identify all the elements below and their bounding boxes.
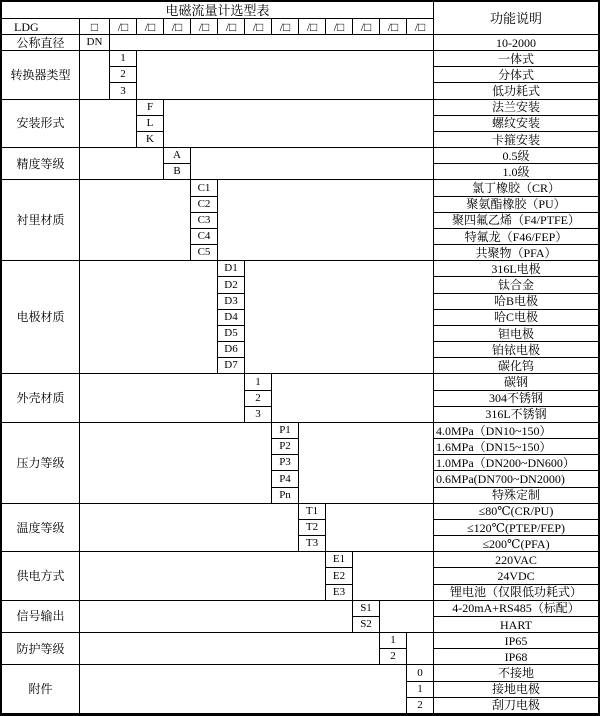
code-slot-icon: /□ <box>380 19 407 35</box>
description-cell: 316L电极 <box>434 261 598 277</box>
code-cell: T2 <box>299 520 326 536</box>
code-cell: C1 <box>191 180 218 196</box>
description-cell: 0.6MPa(DN700~DN2000) <box>434 471 598 487</box>
category-label: 精度等级 <box>2 148 80 180</box>
code-cell: 1 <box>380 633 407 649</box>
description-cell: 共聚物（PFA） <box>434 245 598 261</box>
code-cell: D1 <box>218 261 245 277</box>
description-cell: 哈B电极 <box>434 294 598 310</box>
category-label: 安装形式 <box>2 100 80 149</box>
category-label: 衬里材质 <box>2 180 80 261</box>
code-slot-icon: /□ <box>245 19 272 35</box>
code-cell: 1 <box>245 374 272 390</box>
description-cell: 碳化钨 <box>434 358 598 374</box>
category-label: 电极材质 <box>2 261 80 374</box>
description-cell: 不接地 <box>434 665 598 681</box>
code-cell: D3 <box>218 294 245 310</box>
code-cell: P3 <box>272 455 299 471</box>
category-label: 公称直径 <box>2 35 80 51</box>
empty-region-left <box>80 100 137 149</box>
code-slot-icon: /□ <box>272 19 299 35</box>
description-cell: 4-20mA+RS485（标配） <box>434 601 598 617</box>
code-cell: P4 <box>272 471 299 487</box>
description-cell: 1.6MPa（DN15~150） <box>434 439 598 455</box>
description-cell: 304不锈钢 <box>434 391 598 407</box>
description-cell: 接地电极 <box>434 682 598 698</box>
code-cell: D6 <box>218 342 245 358</box>
table-title: 电磁流量计选型表 <box>2 2 434 19</box>
code-cell: D7 <box>218 358 245 374</box>
description-cell: ≤80℃(CR/PU) <box>434 504 598 520</box>
description-cell: 铂铱电极 <box>434 342 598 358</box>
code-cell: S1 <box>353 601 380 617</box>
code-cell: 1 <box>407 682 434 698</box>
description-cell: 24VDC <box>434 568 598 584</box>
description-cell: 1.0MPa（DN200~DN600） <box>434 455 598 471</box>
category-label: 温度等级 <box>2 504 80 553</box>
description-cell: 碳钢 <box>434 374 598 390</box>
category-label: 转换器类型 <box>2 51 80 100</box>
code-cell: L <box>137 116 164 132</box>
description-cell: 聚氨酯橡胶（PU） <box>434 197 598 213</box>
code-cell: E1 <box>326 552 353 568</box>
code-cell: D5 <box>218 326 245 342</box>
empty-region-right <box>164 100 434 149</box>
category-label: 压力等级 <box>2 423 80 504</box>
category-label: 供电方式 <box>2 552 80 601</box>
code-cell: C2 <box>191 197 218 213</box>
description-cell: 一体式 <box>434 51 598 67</box>
description-cell: 220VAC <box>434 552 598 568</box>
description-cell: ≤200℃(PFA) <box>434 536 598 552</box>
empty-region-left <box>80 504 299 553</box>
code-cell: 3 <box>110 83 137 99</box>
empty-region-right <box>218 180 434 261</box>
code-cell: D4 <box>218 310 245 326</box>
empty-region-right <box>137 51 434 100</box>
model-code-box-icon: □ <box>80 19 110 35</box>
empty-region-right <box>245 261 434 374</box>
code-slot-icon: /□ <box>218 19 245 35</box>
code-slot-icon: /□ <box>137 19 164 35</box>
description-cell: 聚四氟乙烯（F4/PTFE） <box>434 213 598 229</box>
category-label: 防护等级 <box>2 633 80 665</box>
code-cell: P2 <box>272 439 299 455</box>
empty-region-left <box>80 633 380 665</box>
code-slot-icon: /□ <box>326 19 353 35</box>
description-cell: 分体式 <box>434 67 598 83</box>
empty-region-right <box>110 35 434 51</box>
code-slot-icon: /□ <box>164 19 191 35</box>
empty-region-left <box>80 423 272 504</box>
description-cell: 螺纹安装 <box>434 116 598 132</box>
empty-region-right <box>380 601 434 633</box>
code-slot-icon: /□ <box>353 19 380 35</box>
description-cell: 4.0MPa（DN10~150） <box>434 423 598 439</box>
description-cell: 特殊定制 <box>434 488 598 504</box>
category-label: 附件 <box>2 665 80 714</box>
function-description-header: 功能说明 <box>434 2 598 35</box>
code-cell: A <box>164 148 191 164</box>
description-cell: IP68 <box>434 649 598 665</box>
code-cell: T1 <box>299 504 326 520</box>
description-cell: HART <box>434 617 598 633</box>
code-cell: 3 <box>245 407 272 423</box>
empty-region-left <box>80 148 164 180</box>
code-cell: 0 <box>407 665 434 681</box>
code-cell: 2 <box>407 698 434 714</box>
code-cell: DN <box>80 35 110 51</box>
code-cell: P1 <box>272 423 299 439</box>
description-cell: 哈C电极 <box>434 310 598 326</box>
description-cell: IP65 <box>434 633 598 649</box>
description-cell: 锂电池（仅限低功耗式） <box>434 585 598 601</box>
code-cell: F <box>137 100 164 116</box>
description-cell: 钛合金 <box>434 277 598 293</box>
empty-region-right <box>407 633 434 665</box>
code-cell: 2 <box>110 67 137 83</box>
empty-region-left <box>80 261 218 374</box>
code-cell: C5 <box>191 245 218 261</box>
code-cell: 2 <box>380 649 407 665</box>
code-cell: B <box>164 164 191 180</box>
code-cell: E2 <box>326 568 353 584</box>
category-label: 信号输出 <box>2 601 80 633</box>
empty-region-left <box>80 51 110 100</box>
code-cell: C4 <box>191 229 218 245</box>
code-slot-icon: /□ <box>191 19 218 35</box>
description-cell: 316L不锈钢 <box>434 407 598 423</box>
description-cell: 氯丁橡胶（CR） <box>434 180 598 196</box>
code-cell: 2 <box>245 391 272 407</box>
empty-region-right <box>299 423 434 504</box>
code-cell: T3 <box>299 536 326 552</box>
description-cell: 刮刀电极 <box>434 698 598 714</box>
description-cell: ≤120℃(PTEP/FEP) <box>434 520 598 536</box>
code-slot-icon: /□ <box>110 19 137 35</box>
description-cell: 10-2000 <box>434 35 598 51</box>
empty-region-right <box>353 552 434 601</box>
empty-region-left <box>80 180 191 261</box>
description-cell: 法兰安装 <box>434 100 598 116</box>
description-cell: 钽电极 <box>434 326 598 342</box>
description-cell: 卡箍安装 <box>434 132 598 148</box>
code-cell: S2 <box>353 617 380 633</box>
code-slot-icon: /□ <box>299 19 326 35</box>
code-cell: D2 <box>218 277 245 293</box>
code-cell: C3 <box>191 213 218 229</box>
empty-region-left <box>80 374 245 423</box>
model-code-prefix: LDG <box>2 19 80 35</box>
empty-region-right <box>191 148 434 180</box>
code-cell: 1 <box>110 51 137 67</box>
description-cell: 0.5级 <box>434 148 598 164</box>
empty-region-left <box>80 665 407 714</box>
code-cell: K <box>137 132 164 148</box>
code-cell: Pn <box>272 488 299 504</box>
description-cell: 特氟龙（F46/FEP） <box>434 229 598 245</box>
code-slot-icon: /□ <box>407 19 434 35</box>
empty-region-left <box>80 601 353 633</box>
code-cell: E3 <box>326 585 353 601</box>
description-cell: 低功耗式 <box>434 83 598 99</box>
empty-region-right <box>272 374 434 423</box>
description-cell: 1.0级 <box>434 164 598 180</box>
empty-region-left <box>80 552 326 601</box>
category-label: 外壳材质 <box>2 374 80 423</box>
empty-region-right <box>326 504 434 553</box>
